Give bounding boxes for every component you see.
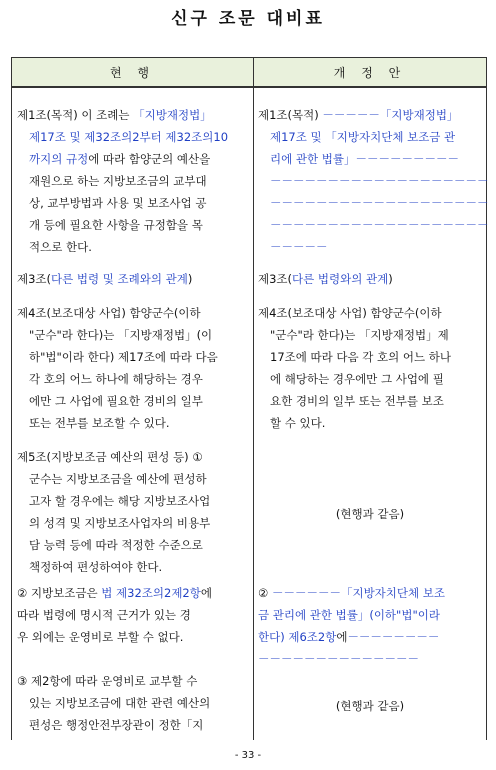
text-line: 따라 법령에 명시적 근거가 있는 경 <box>17 608 191 622</box>
art4-proposed <box>258 302 451 434</box>
text-line: 담 능력 등에 따라 적정한 수준으로 <box>29 538 203 552</box>
text-line: 할 수 있다. <box>270 416 326 430</box>
text-line: 까지의 규정 <box>29 152 89 166</box>
art3-proposed: 제3조(다른 법령와의 관계) <box>258 272 393 286</box>
art1-proposed <box>258 104 489 258</box>
comparison-table <box>11 57 487 740</box>
text-line: 제4조(보조대상 사업) 함양군수(이하 <box>17 306 201 320</box>
text-line: 우 외에는 운영비로 부할 수 없다. <box>17 630 184 644</box>
art5-para2-proposed: ② －－－－－－「지방자치단체 보조 금 관리에 관한 법률」(이하"법"이라 한다) 제6조2항에－－－－－－－－ －－－－－－－－－－－－－－ <box>258 582 445 670</box>
text-line: ③ 제2항에 따라 운영비로 교부할 수 <box>17 674 198 688</box>
text-line: 에만 그 사업에 필요한 경비의 일부 <box>29 394 203 408</box>
text-line: 제5조(지방보조금 예산의 편성 등) ① <box>17 450 203 464</box>
art5-para1-current <box>17 446 210 578</box>
text-line: 요한 경비의 일부 또는 전부를 보조 <box>270 394 444 408</box>
text-line: 편성은 행정안전부장관이 정한「지 <box>29 718 204 732</box>
page-number: - 33 - <box>234 750 262 761</box>
text-line: 제17조 및 「지방자치단체 보조금 관 <box>270 130 456 144</box>
text-line: 의 성격 및 지방보조사업자의 비용부 <box>29 516 211 530</box>
text-line: 리에 관한 법률」 <box>270 152 356 166</box>
art5-para3-current <box>17 670 210 736</box>
text-line: －－－－－－－－－－－－－－－－－－－ <box>270 218 489 232</box>
text-line: 제1조(목적) 이 조례는 <box>17 108 134 122</box>
text-line: 금 관리에 관한 법률」(이하"법"이라 <box>258 608 440 622</box>
header-current: 현 행 <box>110 66 155 80</box>
text-line: 개 등에 필요한 사항을 규정함을 목 <box>29 218 203 232</box>
art5-para1-proposed: (현행과 같음) <box>335 507 405 521</box>
text-line: 각 호의 어느 하나에 해당하는 경우 <box>29 372 203 386</box>
art5-para2-current: ② 지방보조금은 법 제32조의2제2항에 따라 법령에 명시적 근거가 있는 경 우 외에는 운영비로 부할 수 없다. <box>17 582 212 648</box>
art3-current: 제3조(다른 법령 및 조례와의 관계) <box>17 272 193 286</box>
text-line: －－－－－－－－－ <box>355 152 459 166</box>
art4-current <box>17 302 218 434</box>
text-line: 상, 교부방법과 사용 및 보조사업 공 <box>29 196 207 210</box>
page-title: 신구 조문 대비표 <box>171 9 325 29</box>
text-line: 고자 할 경우에는 해당 지방보조사업 <box>29 494 211 508</box>
text-line: 제17조 및 제32조의2부터 제32조의10 <box>29 130 229 144</box>
column-divider <box>253 58 254 740</box>
text-line: 재원으로 하는 지방보조금의 교부대 <box>29 174 207 188</box>
text-line: －－－－－－－－－－－－－－－－－－－ <box>270 196 489 210</box>
art5-para3-proposed: (현행과 같음) <box>335 699 405 713</box>
text-line: 제1조(목적) <box>258 108 323 122</box>
art1-current <box>17 104 228 258</box>
text-line: 책정하여 편성하여야 한다. <box>29 560 163 574</box>
text-line: 17조에 따라 다음 각 호의 어느 하나 <box>270 350 451 364</box>
text-line: 「지방재정법」 <box>379 108 459 122</box>
text-line: 적으로 한다. <box>29 240 92 254</box>
text-line: －－－－－－－－－－－－－－－－－－－ <box>270 174 489 188</box>
text-line: 또는 전부를 보조할 수 있다. <box>29 416 170 430</box>
text-line: 군수는 지방보조금을 예산에 편성하 <box>29 472 207 486</box>
text-line: 에 따라 함양군의 예산을 <box>88 152 211 166</box>
text-line: 제4조(보조대상 사업) 함양군수(이하 <box>258 306 442 320</box>
text-line: 에 해당하는 경우에만 그 사업에 필 <box>270 372 444 386</box>
text-line: －－－－－ <box>322 108 380 122</box>
table-header <box>12 58 486 88</box>
text-line: －－－－－ <box>270 240 328 254</box>
text-line: 「지방재정법」 <box>133 108 212 122</box>
text-line: 하"법"이라 한다) 제17조에 따라 다음 <box>29 350 218 364</box>
text-line: 있는 지방보조금에 대한 관련 예산의 <box>29 696 211 710</box>
text-line: "군수"라 한다)는 「지방재정법」제 <box>270 328 449 342</box>
header-proposed: 개 정 안 <box>333 66 407 80</box>
text-line: "군수"라 한다)는 「지방재정법」(이 <box>29 328 213 342</box>
text-line: －－－－－－－－－－－－－－ <box>258 652 419 666</box>
